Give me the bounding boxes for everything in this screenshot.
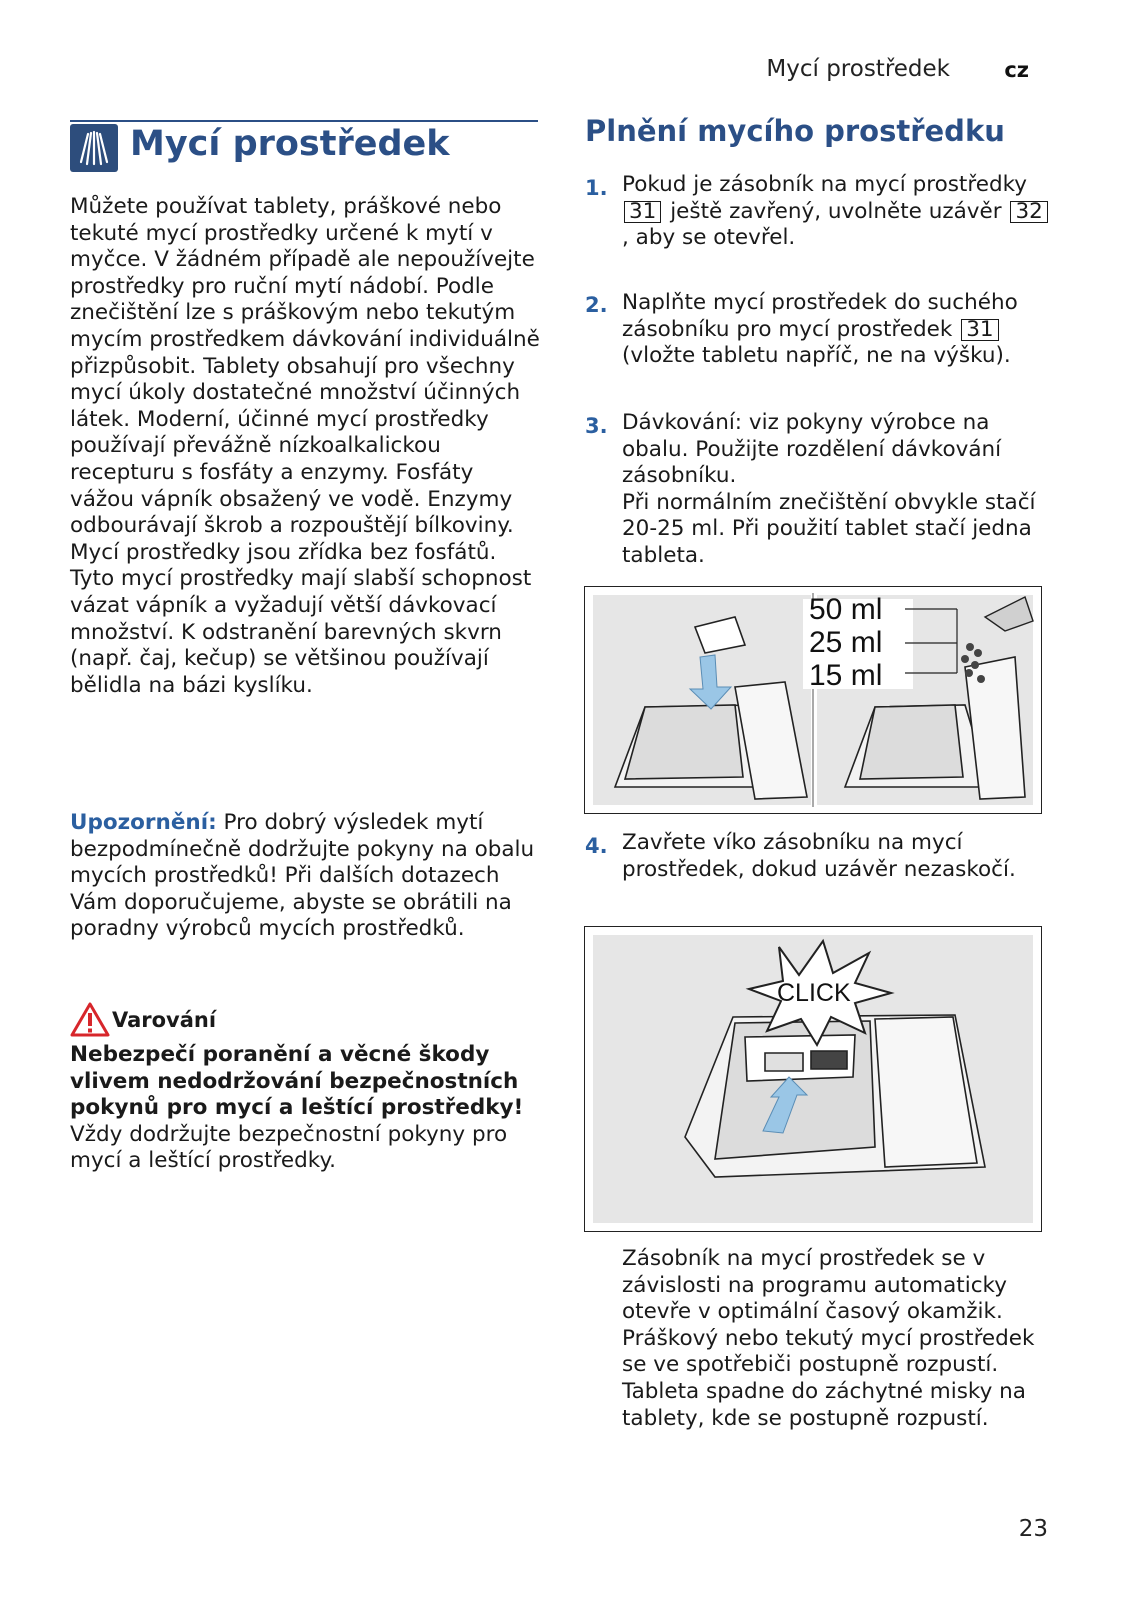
warning-text: Vždy dodržujte bezpečnostní pokyny pro mycí a leštící prostředky. xyxy=(70,1121,508,1174)
click-label: CLICK xyxy=(777,979,851,1007)
after-paragraph: Zásobník na mycí prostředek se v závislosti na programu automaticky otevře v optimální časový okamžik. Práškový nebo tekutý mycí prostředek se ve spotřebiči postupně rozpustí. Tableta spadne do záchytné misky na tablety, kde se postupně rozpustí. xyxy=(622,1246,1035,1431)
language-code: cz xyxy=(1004,58,1029,82)
dosing-figure xyxy=(584,586,1042,814)
warning-body xyxy=(70,1042,540,1175)
note-text: Pro dobrý výsledek mytí bezpodmínečně dodržujte pokyny na obalu mycích prostředků! Při dalších dotazech Vám doporučujeme, abyste se obrátili na poradny výrobců mycích prostředků. xyxy=(70,810,535,942)
warning-title: Varování xyxy=(112,1008,217,1032)
step-1-text xyxy=(622,172,1052,252)
step-2-text xyxy=(622,290,1052,370)
step-3-number: 3. xyxy=(585,414,608,438)
filling-title: Plnění mycího prostředku xyxy=(585,114,1005,148)
ref-31: 31 xyxy=(624,201,661,223)
step-4-number: 4. xyxy=(585,834,608,858)
step-3-text xyxy=(622,410,1052,570)
warning-icon xyxy=(70,1002,110,1042)
volume-25ml: 25 ml xyxy=(809,626,883,659)
note-label: Upozornění: xyxy=(70,810,217,835)
warning-bold-text: Nebezpečí poranění a věcné škody vlivem nedodržování bezpečnostních pokynů pro mycí a leštící prostředky! xyxy=(70,1042,524,1121)
step-3-text-b: Při normálním znečištění obvykle stačí 20-25 ml. Při použití tablet stačí jedna tableta. xyxy=(622,489,1036,568)
step-1-text-c: , aby se otevřel. xyxy=(622,225,796,251)
step-2-number: 2. xyxy=(585,293,608,317)
intro-paragraph: Můžete používat tablety, práškové nebo tekuté mycí prostředky určené k mytí v myčce. V žádném případě ale nepoužívejte prostředky pro ruční mytí nádobí. Podle znečištění lze s práškovým nebo tekutým mycím prostředkem dávkování individuálně přizpůsobit. Tablety obsahují pro všechny mycí úkoly dostatečné množství účinných látek. Moderní, účinné mycí prostředky používají převážně nízkoalkalickou recepturu s fosfáty a enzymy. Fosfáty vážou vápník obsažený ve vodě. Enzymy odbourávají škrob a rozpouštějí bílkoviny. Mycí prostředky jsou zřídka bez fosfátů. Tyto mycí prostředky mají slabší schopnost vázat vápník a vyžadují větší dávkovací množství. K odstranění barevných skvrn (např. čaj, kečup) se většinou používají bělidla na bázi kyslíku. xyxy=(70,194,540,698)
volume-15ml: 15 ml xyxy=(809,659,883,692)
step-4-text: Zavřete víko zásobníku na mycí prostředek, dokud uzávěr nezaskočí. xyxy=(622,830,1016,882)
section-rule xyxy=(70,120,538,122)
section-title: Mycí prostředek xyxy=(130,124,450,164)
volume-50ml: 50 ml xyxy=(809,593,883,626)
step-2-text-b: (vložte tabletu napříč, ne na výšku). xyxy=(622,343,1011,369)
step-1-number: 1. xyxy=(585,176,608,200)
closing-figure xyxy=(584,926,1042,1232)
detergent-icon xyxy=(70,124,118,172)
step-1-text-a: Pokud je zásobník na mycí prostředky xyxy=(622,172,1028,197)
step-2-text-a: Naplňte mycí prostředek do suchého zásobníku pro mycí prostředek xyxy=(622,290,1018,342)
ref-31: 31 xyxy=(961,319,998,341)
running-header-title: Mycí prostředek xyxy=(766,56,950,82)
note-paragraph xyxy=(70,810,540,943)
step-3-text-a: Dávkování: viz pokyny výrobce na obalu. Použijte rozdělení dávkování zásobníku. xyxy=(622,410,1002,489)
ref-32: 32 xyxy=(1010,201,1047,223)
step-1-text-b: ještě zavřený, uvolněte uzávěr xyxy=(670,198,1002,224)
page-number: 23 xyxy=(1018,1516,1048,1542)
